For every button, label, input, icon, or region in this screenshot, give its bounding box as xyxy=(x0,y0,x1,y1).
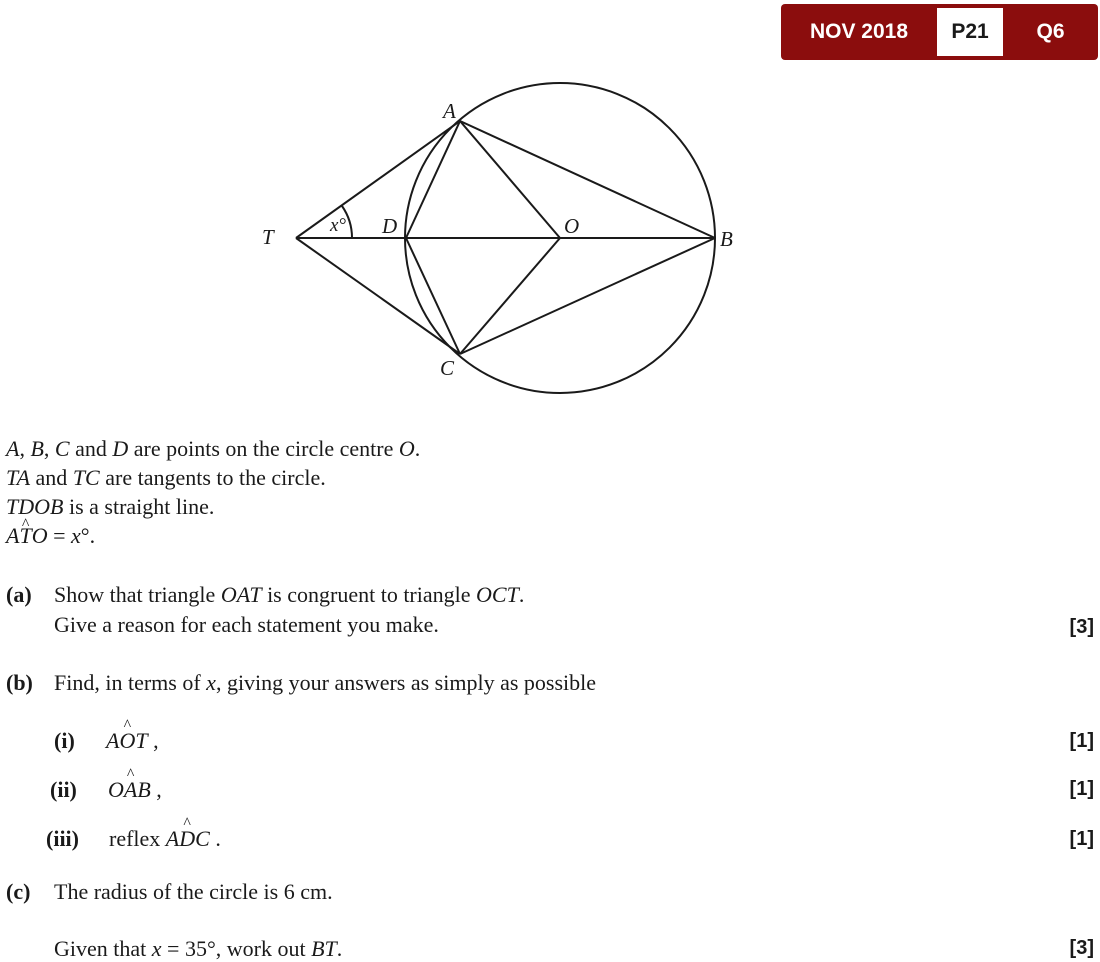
part-b-i: (i) A^ OT , xyxy=(54,728,159,754)
part-b-iii-marks: [1] xyxy=(1069,828,1094,850)
radius-OC xyxy=(460,238,560,354)
label-C: C xyxy=(440,356,455,380)
part-a-line2: Give a reason for each statement you make. xyxy=(54,612,439,637)
part-b: (b) Find, in terms of x, giving your answers as simply as possible xyxy=(6,670,597,695)
given-line-tangents: TA and TC are tangents to the circle. xyxy=(6,465,326,490)
given-line-straight: TDOB is a straight line. xyxy=(6,494,215,519)
circle-tangent-diagram xyxy=(0,0,1100,420)
part-b-iii-label: (iii) xyxy=(46,826,79,851)
part-b-i-marks: [1] xyxy=(1069,730,1094,752)
part-c-marks: [3] xyxy=(1069,937,1094,959)
label-A: A xyxy=(443,99,456,123)
part-c-label: (c) xyxy=(6,879,31,904)
label-B: B xyxy=(720,227,733,251)
part-b-ii-marks: [1] xyxy=(1069,778,1094,800)
label-angle-x: x° xyxy=(330,215,347,236)
given-line-points: A, B, C and D are points on the circle centre O. xyxy=(6,436,421,461)
part-c-line2: Given that x = 35°, work out BT. xyxy=(54,936,343,961)
part-b-ii-label: (ii) xyxy=(50,777,77,802)
paper-label: P21 xyxy=(937,8,1003,56)
given-line-angle: A^ TO = x°. xyxy=(6,521,420,550)
label-O: O xyxy=(564,214,580,238)
part-b-label: (b) xyxy=(6,670,33,695)
tangent-TC xyxy=(296,238,460,354)
part-b-i-label: (i) xyxy=(54,728,75,753)
part-a-marks: [3] xyxy=(1069,616,1094,638)
radius-OA xyxy=(460,121,560,238)
chord-CD xyxy=(406,238,460,354)
chord-AB xyxy=(460,121,715,238)
part-b-iii: (iii) reflex A^ DC . xyxy=(46,826,221,852)
part-c xyxy=(6,879,333,905)
chord-AD xyxy=(406,121,460,238)
part-a-label: (a) xyxy=(6,582,32,607)
part-a: (a) Show that triangle OAT is congruent to triangle OCT. xyxy=(6,582,525,607)
label-T: T xyxy=(262,225,274,249)
chord-CB xyxy=(460,238,715,354)
question-number-label: Q6 xyxy=(1036,20,1065,43)
session-label: NOV 2018 xyxy=(809,20,909,43)
tangent-TA xyxy=(296,121,460,238)
label-D: D xyxy=(382,214,398,238)
part-c-line1: The radius of the circle is 6 cm. xyxy=(54,879,333,904)
part-b-ii: (ii) O^ AB , xyxy=(50,777,162,803)
given-statements xyxy=(6,434,420,550)
